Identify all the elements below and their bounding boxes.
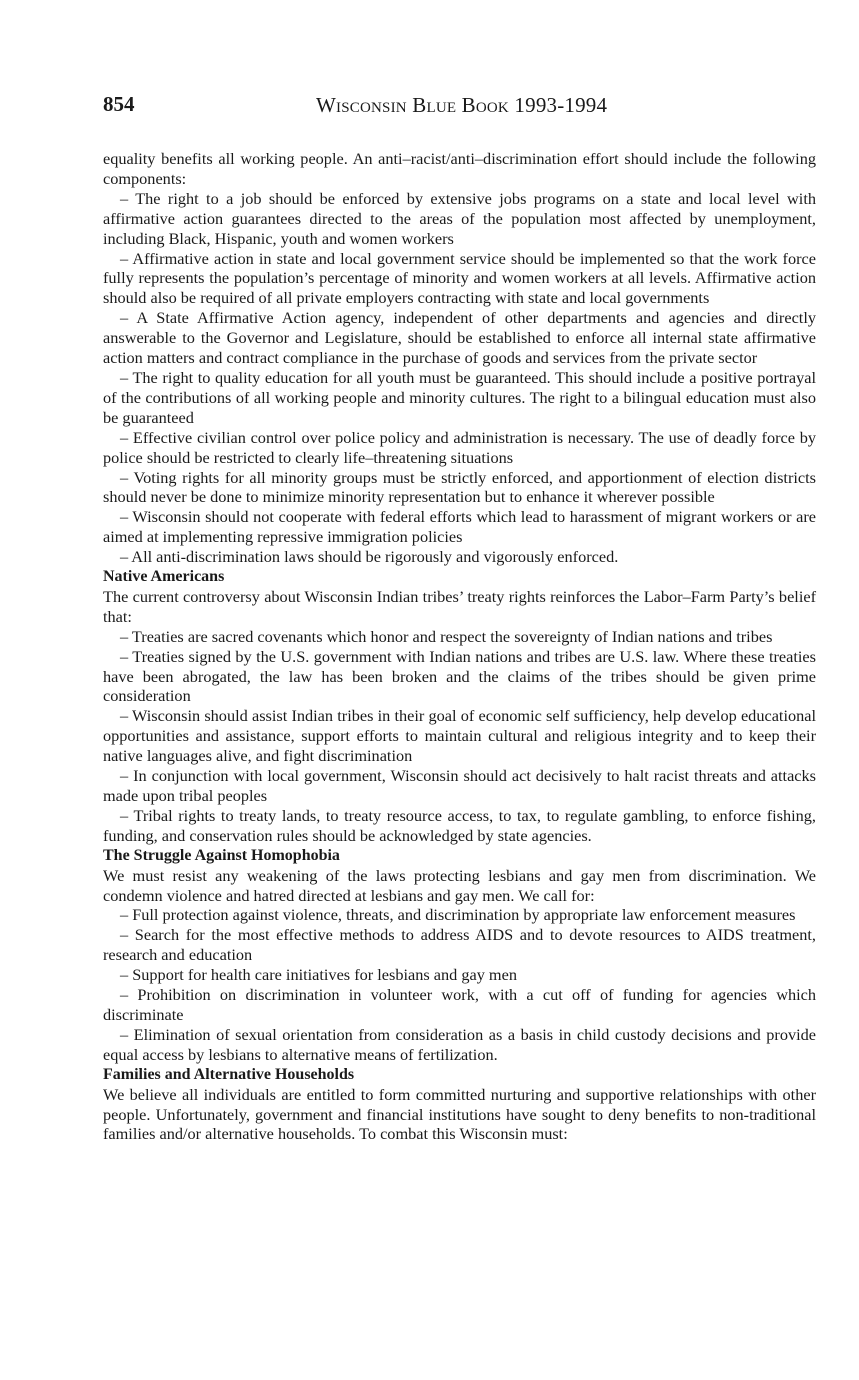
list-item: – The right to a job should be enforced by extensive jobs programs on a state and local level with affirmative action guarantees directed to the areas of the population most affected by unemployment, including Black, Hispanic, youth and women workers xyxy=(103,188,816,248)
document-page xyxy=(103,88,816,1144)
list-item: – Effective civilian control over police policy and administration is necessary. The use of deadly force by police should be restricted to clearly life–threatening situations xyxy=(103,427,816,467)
list-item: – Elimination of sexual orientation from consideration as a basis in child custody decisions and provide equal access by lesbians to alternative means of fertilization. xyxy=(103,1024,816,1064)
list-item: – A State Affirmative Action agency, independent of other departments and agencies and directly answerable to the Governor and Legislature, should be established to enforce all internal state affirmative action matters and contract compliance in the purchase of goods and services from the private sector xyxy=(103,308,816,368)
list-item: – Treaties signed by the U.S. government with Indian nations and tribes are U.S. law. Where these treaties have been abrogated, the law has been broken and the claims of the tribes should be given prime consideration xyxy=(103,646,816,706)
section-paragraph: The current controversy about Wisconsin Indian tribes’ treaty rights reinforces the Labor–Farm Party’s belief that: xyxy=(103,586,816,626)
list-item: – Wisconsin should not cooperate with federal efforts which lead to harassment of migrant workers or are aimed at implementing repressive immigration policies xyxy=(103,507,816,547)
running-title-text: Wisconsin Blue Book 1993-1994 xyxy=(316,93,608,117)
section-heading-native-americans: Native Americans xyxy=(103,568,225,586)
section-heading-families: Families and Alternative Households xyxy=(103,1065,355,1083)
list-item: – Treaties are sacred covenants which honor and respect the sovereignty of Indian nations and tribes xyxy=(120,626,773,646)
page-number: 854 xyxy=(103,92,135,116)
list-item: – In conjunction with local government, Wisconsin should act decisively to halt racist threats and attacks made upon tribal peoples xyxy=(103,766,816,805)
list-item: – All anti-discrimination laws should be rigorously and vigorously enforced. xyxy=(120,547,619,567)
list-item: – Tribal rights to treaty lands, to treaty resource access, to tax, to regulate gambling, to enforce fishing, funding, and conservation rules should be acknowledged by state agencies. xyxy=(103,805,816,845)
section-heading-homophobia: The Struggle Against Homophobia xyxy=(103,846,340,864)
page-header xyxy=(103,88,816,128)
list-item: – Prohibition on discrimination in volunteer work, with a cut off of funding for agencies which discriminate xyxy=(103,985,816,1024)
list-item: – Full protection against violence, threats, and discrimination by appropriate law enforcement measures xyxy=(120,905,796,925)
list-item: – Search for the most effective methods to address AIDS and to devote resources to AIDS treatment, research and education xyxy=(103,925,816,965)
list-item: – Support for health care initiatives for lesbians and gay men xyxy=(120,965,517,985)
body-text xyxy=(103,149,816,1144)
running-title xyxy=(316,93,607,118)
list-item: – Wisconsin should assist Indian tribes in their goal of economic self sufficiency, help develop educational opportunities and assistance, support efforts to maintain cultural and religious integrity and to keep their native languages alive, and fight discrimination xyxy=(103,706,816,766)
list-item: – Voting rights for all minority groups must be strictly enforced, and apportionment of election districts should never be done to minimize minority representation but to enhance it wherever possible xyxy=(103,467,816,507)
list-item: – Affirmative action in state and local government service should be implemented so that the work force fully represents the population’s percentage of minority and women workers at all levels. Affirmative action should also be required of all private employers contracting with state and local governments xyxy=(103,248,816,308)
section-paragraph: We believe all individuals are entitled to form committed nurturing and supportive relationships with other people. Unfortunately, government and financial institutions have sought to deny benefits to non-traditional families and/or alternative households. To combat this Wisconsin must: xyxy=(103,1084,816,1144)
section-paragraph: We must resist any weakening of the laws protecting lesbians and gay men from discrimination. We condemn violence and hatred directed at lesbians and gay men. We call for: xyxy=(103,865,816,905)
intro-paragraph: equality benefits all working people. An anti–racist/anti–discrimination effort should include the following components: xyxy=(103,149,816,188)
list-item: – The right to quality education for all youth must be guaranteed. This should include a positive portrayal of the contributions of all working people and minority cultures. The right to a bilingual education must also be guaranteed xyxy=(103,367,816,427)
